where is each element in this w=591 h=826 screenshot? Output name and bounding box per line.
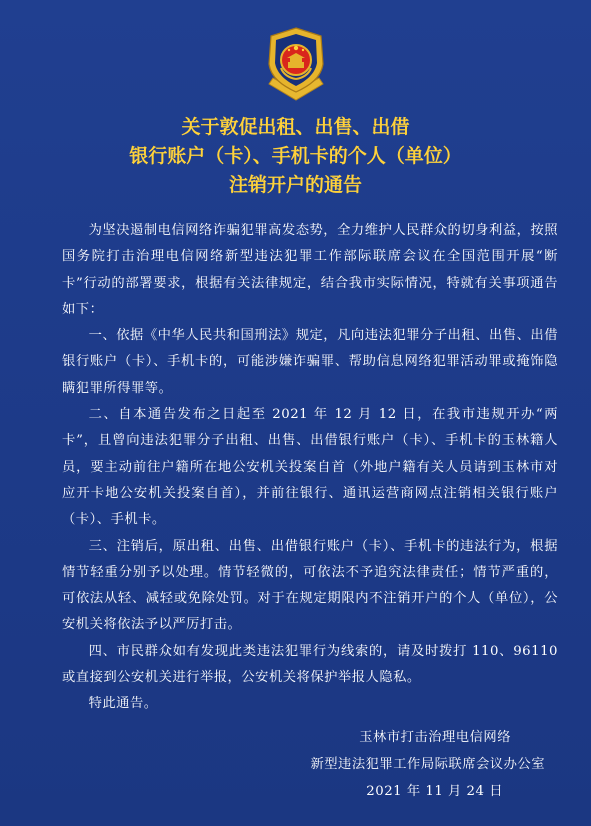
title-line-3: 注销开户的通告: [228, 174, 362, 196]
paragraph-2: 二、自本通告发布之日起至 2021 年 12 月 12 日，在我市违规开办“两卡”，且曾向违法犯罪分子出租、出售、出借银行账户（卡）、手机卡的玉林籍人员，要主动前往户籍所在地公安机关投案自首（外地户籍有关人员请到玉林市对应开卡地公安机关投案自首），并前往银行、通讯运营商网点注销相关银行账户（卡）、手机卡。: [62, 407, 558, 528]
paragraph-intro: 为坚决遏制电信网络诈骗犯罪高发态势，全力维护人民群众的切身利益，按照国务院打击治理电信网络新型违法犯罪工作部际联席会议在全国范围开展“断卡”行动的部署要求，根据有关法律规定，结合我市实际情况，特就有关事项通告如下：: [62, 223, 558, 317]
paragraph-closing: 特此通告。: [88, 696, 158, 712]
paragraph-1: 一、依据《中华人民共和国刑法》规定，凡向违法犯罪分子出租、出售、出借银行账户（卡）、手机卡的，可能涉嫌诈骗罪、帮助信息网络犯罪活动罪或掩饰隐瞒犯罪所得罪等。: [62, 328, 558, 396]
signature-date: 2021 年 11 月 24 日: [366, 784, 503, 799]
notice-body: [62, 218, 558, 718]
signature-block: [310, 724, 545, 805]
signature-org-line-2: 新型违法犯罪工作局际联席会议办公室: [310, 757, 545, 772]
signature-org-line-1: 玉林市打击治理电信网络: [359, 730, 511, 745]
title-line-1: 关于敦促出租、出售、出借: [181, 116, 410, 138]
notice-title: [0, 113, 591, 200]
paragraph-3: 三、注销后，原出租、出售、出借银行账户（卡）、手机卡的违法行为，根据情节轻重分别予以处理。情节轻微的，可依法不予追究法律责任；情节严重的，可依法从轻、减轻或免除处罚。对于在规定期限内不注销开户的个人（单位），公安机关将依法予以严厉打击。: [62, 538, 558, 633]
paragraph-4: 四、市民群众如有发现此类违法犯罪行为线索的，请及时拨打 110、96110 或直接到公安机关进行举报，公安机关将保护举报人隐私。: [62, 643, 558, 686]
police-emblem-icon: [263, 26, 329, 104]
title-line-2: 银行账户（卡）、手机卡的个人（单位）: [129, 145, 462, 167]
